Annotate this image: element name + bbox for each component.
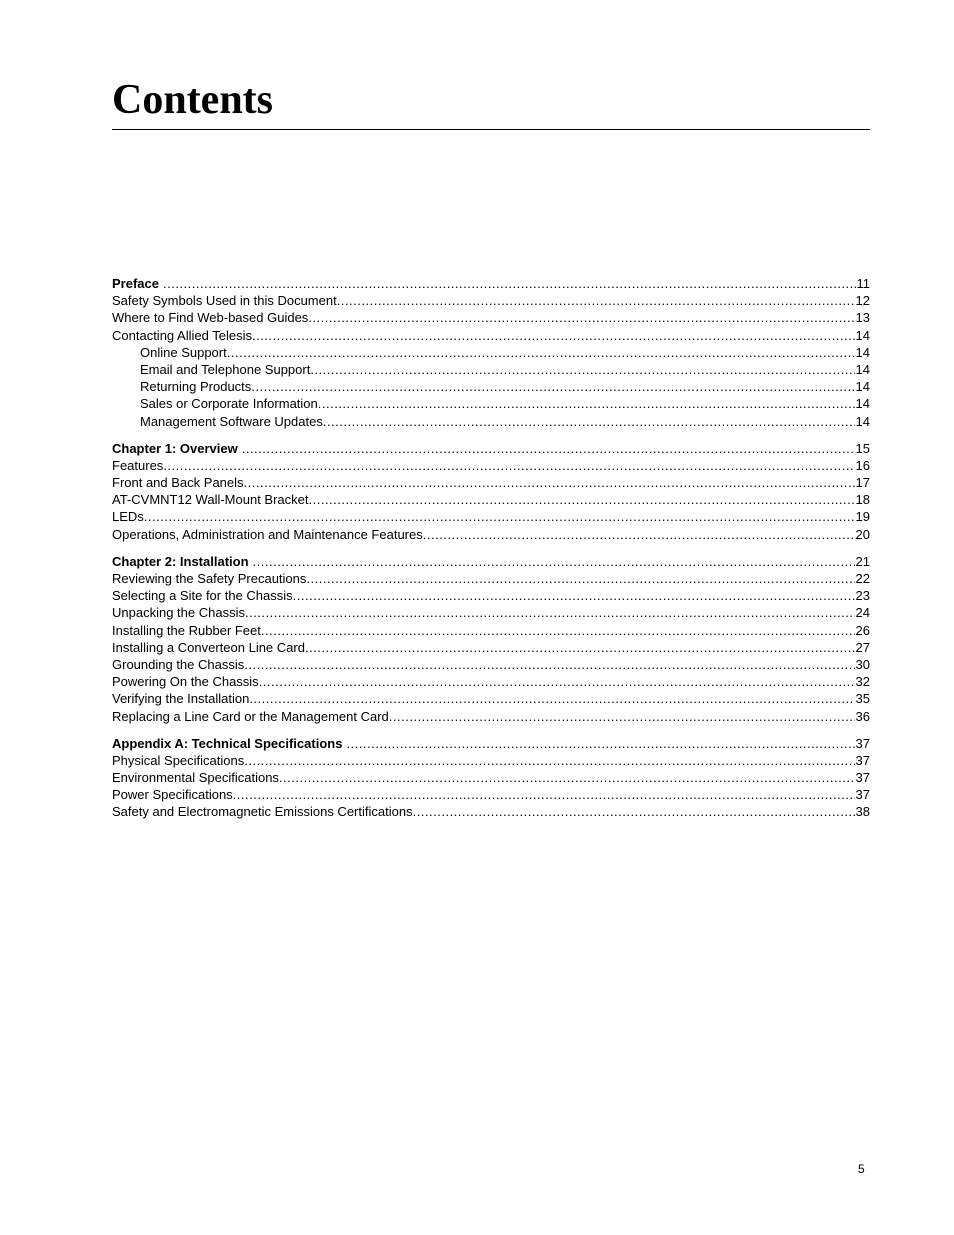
dot-leader xyxy=(337,292,855,309)
toc-entry-page: 37 xyxy=(855,735,870,751)
toc-entry-title: Unpacking the Chassis xyxy=(112,605,245,621)
toc-entry-title: Installing a Converteon Line Card xyxy=(112,639,305,655)
toc-entry-page: 11 xyxy=(856,276,870,291)
toc-entry[interactable] xyxy=(112,656,870,673)
toc-entry-title: Appendix A: Technical Specifications xyxy=(112,735,343,751)
dot-leader xyxy=(293,587,855,604)
toc-entry[interactable] xyxy=(112,491,870,508)
toc-entry-title: Chapter 2: Installation xyxy=(112,553,249,569)
dot-leader xyxy=(253,553,855,570)
toc-entry-page: 15 xyxy=(855,440,870,456)
toc-entry-page: 37 xyxy=(855,787,870,803)
toc-entry-page: 37 xyxy=(855,770,870,786)
toc-entry-page: 12 xyxy=(855,293,870,309)
toc-section xyxy=(112,553,870,725)
toc-entry-page: 32 xyxy=(855,674,870,690)
dot-leader xyxy=(244,474,855,491)
toc-entry-title: Features xyxy=(112,457,164,473)
toc-entry-title: Front and Back Panels xyxy=(112,475,244,491)
dot-leader xyxy=(251,378,854,395)
toc-entry[interactable] xyxy=(112,708,870,725)
toc-entry[interactable] xyxy=(112,474,870,491)
toc-heading-entry[interactable] xyxy=(112,275,870,292)
toc-entry[interactable] xyxy=(112,604,870,621)
toc-entry-title: Returning Products xyxy=(140,379,252,395)
toc-entry[interactable] xyxy=(112,413,870,430)
toc-entry-page: 21 xyxy=(855,553,870,569)
toc-entry-title: Preface xyxy=(112,276,159,291)
toc-entry[interactable] xyxy=(112,752,870,769)
toc-entry-title: Contacting Allied Telesis xyxy=(112,327,252,343)
toc-entry-title: Online Support xyxy=(140,344,227,360)
toc-entry-page: 26 xyxy=(855,622,870,638)
toc-entry-title: Chapter 1: Overview xyxy=(112,440,238,456)
toc-entry-title: Reviewing the Safety Precautions xyxy=(112,571,307,586)
toc-entry-page: 37 xyxy=(855,752,870,768)
toc-entry-title: Management Software Updates xyxy=(140,413,323,429)
toc-entry-page: 14 xyxy=(855,344,870,360)
toc-entry-title: Selecting a Site for the Chassis xyxy=(112,588,293,604)
toc-entry-page: 36 xyxy=(855,708,870,724)
dot-leader xyxy=(144,508,855,525)
toc-entry-title: Grounding the Chassis xyxy=(112,656,245,672)
toc-entry-page: 19 xyxy=(855,509,870,525)
toc-entry-page: 14 xyxy=(855,413,870,429)
toc-entry-page: 14 xyxy=(855,361,870,377)
toc-entry[interactable] xyxy=(112,526,870,543)
dot-leader xyxy=(308,309,854,326)
toc-entry[interactable] xyxy=(112,622,870,639)
toc-entry-page: 23 xyxy=(855,588,870,604)
dot-leader xyxy=(423,526,855,543)
toc-entry-page: 27 xyxy=(855,639,870,655)
toc-entry-title: Power Specifications xyxy=(112,787,233,803)
dot-leader xyxy=(233,786,855,803)
toc-entry-page: 17 xyxy=(855,475,870,491)
dot-leader xyxy=(310,361,854,378)
toc-entry-title: Powering On the Chassis xyxy=(112,674,259,690)
toc-entry[interactable] xyxy=(112,803,870,820)
toc-entry[interactable] xyxy=(112,309,870,326)
toc-entry-title: Operations, Administration and Maintenance Features xyxy=(112,526,423,542)
toc-entry-page: 20 xyxy=(855,526,870,542)
dot-leader xyxy=(163,275,856,292)
dot-leader xyxy=(323,413,855,430)
toc-entry[interactable] xyxy=(112,786,870,803)
dot-leader xyxy=(389,708,855,725)
dot-leader xyxy=(279,769,855,786)
toc-entry-page: 38 xyxy=(855,804,870,820)
toc-entry-title: Verifying the Installation xyxy=(112,691,250,707)
toc-entry-title: Environmental Specifications xyxy=(112,770,279,786)
toc-entry[interactable] xyxy=(112,327,870,344)
toc-entry[interactable] xyxy=(112,769,870,786)
dot-leader xyxy=(245,604,855,621)
toc-entry[interactable] xyxy=(112,639,870,656)
toc-entry[interactable] xyxy=(112,457,870,474)
toc-entry[interactable] xyxy=(112,673,870,690)
toc-entry[interactable] xyxy=(112,395,870,412)
toc-entry[interactable] xyxy=(112,378,870,395)
toc-entry-page: 16 xyxy=(855,457,870,473)
toc-entry-title: Installing the Rubber Feet xyxy=(112,622,261,638)
dot-leader xyxy=(306,570,854,587)
toc-entry[interactable] xyxy=(112,344,870,361)
toc-entry-title: Replacing a Line Card or the Management Card xyxy=(112,708,389,724)
dot-leader xyxy=(163,457,854,474)
table-of-contents xyxy=(112,275,870,831)
toc-entry-title: Safety Symbols Used in this Document xyxy=(112,293,337,309)
toc-entry-page: 14 xyxy=(855,327,870,343)
toc-entry[interactable] xyxy=(112,587,870,604)
dot-leader xyxy=(261,622,855,639)
page-title: Contents xyxy=(112,77,274,123)
title-rule xyxy=(112,129,870,130)
toc-entry-page: 24 xyxy=(855,605,870,621)
toc-entry-page: 18 xyxy=(855,492,870,508)
toc-heading-entry[interactable] xyxy=(112,735,870,752)
dot-leader xyxy=(252,327,855,344)
toc-entry-page: 30 xyxy=(855,656,870,672)
toc-entry-title: Sales or Corporate Information xyxy=(140,396,318,412)
toc-section xyxy=(112,440,870,543)
dot-leader xyxy=(244,656,854,673)
dot-leader xyxy=(259,673,855,690)
toc-entry[interactable] xyxy=(112,690,870,707)
toc-entry-title: Where to Find Web-based Guides xyxy=(112,310,309,326)
dot-leader xyxy=(305,639,855,656)
dot-leader xyxy=(244,752,854,769)
toc-entry-page: 13 xyxy=(855,310,870,326)
toc-entry-title: LEDs xyxy=(112,509,144,525)
toc-entry-title: AT-CVMNT12 Wall-Mount Bracket xyxy=(112,492,309,508)
toc-heading-entry[interactable] xyxy=(112,440,870,457)
toc-entry-title: Safety and Electromagnetic Emissions Certifications xyxy=(112,804,413,820)
toc-entry-page: 35 xyxy=(855,691,870,707)
toc-entry[interactable] xyxy=(112,292,870,309)
toc-section xyxy=(112,735,870,821)
toc-entry[interactable] xyxy=(112,570,870,587)
toc-entry[interactable] xyxy=(112,361,870,378)
dot-leader xyxy=(346,735,854,752)
toc-section xyxy=(112,275,870,430)
dot-leader xyxy=(309,491,855,508)
toc-heading-entry[interactable] xyxy=(112,553,870,570)
dot-leader xyxy=(318,395,855,412)
toc-entry-title: Email and Telephone Support xyxy=(140,361,311,377)
toc-entry-page: 14 xyxy=(855,396,870,412)
toc-entry[interactable] xyxy=(112,508,870,525)
toc-entry-page: 22 xyxy=(855,571,870,586)
toc-entry-page: 14 xyxy=(855,379,870,395)
dot-leader xyxy=(413,803,855,820)
dot-leader xyxy=(242,440,855,457)
dot-leader xyxy=(227,344,855,361)
dot-leader xyxy=(249,690,854,707)
toc-entry-title: Physical Specifications xyxy=(112,752,245,768)
page-number: 5 xyxy=(858,1162,865,1176)
